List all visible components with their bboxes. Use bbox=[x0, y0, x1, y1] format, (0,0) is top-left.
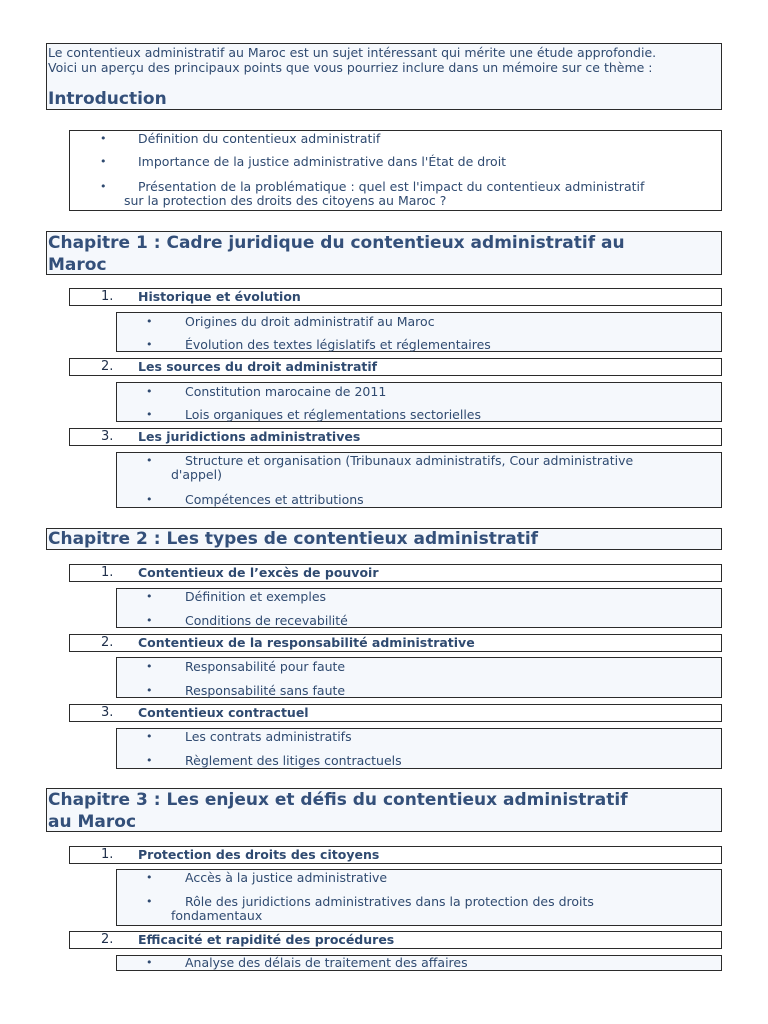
section-heading bbox=[69, 931, 722, 949]
item-text-cont: fondamentaux bbox=[171, 908, 263, 923]
section-title: Contentieux de la responsabilité administrative bbox=[138, 635, 475, 650]
item-text: Définition et exemples bbox=[185, 589, 327, 604]
bullet-icon: • bbox=[146, 730, 153, 743]
item-text: Les contrats administratifs bbox=[185, 729, 352, 744]
section-items bbox=[116, 728, 722, 769]
section-number: 3. bbox=[101, 705, 114, 720]
introduction-bullets bbox=[69, 130, 722, 211]
section-items bbox=[116, 955, 722, 971]
section-number: 2. bbox=[101, 359, 114, 374]
item-text: Lois organiques et réglementations sectorielles bbox=[185, 407, 482, 422]
intro-line-2: Voici un aperçu des principaux points que vous pourriez inclure dans un mémoire sur ce thème : bbox=[48, 60, 653, 75]
bullet-icon: • bbox=[146, 684, 153, 697]
section-number: 1. bbox=[101, 565, 114, 580]
chapter-title bbox=[47, 789, 721, 833]
section-items bbox=[116, 312, 722, 352]
section-number: 1. bbox=[101, 289, 114, 304]
section-title: Contentieux contractuel bbox=[138, 705, 309, 720]
bullet-icon: • bbox=[146, 408, 153, 421]
chapter-1-heading bbox=[46, 231, 722, 275]
item-text: Conditions de recevabilité bbox=[185, 613, 348, 628]
chapter-3-heading bbox=[46, 788, 722, 832]
chapter-title bbox=[47, 232, 721, 276]
bullet-icon: • bbox=[146, 493, 153, 506]
item-text: Responsabilité sans faute bbox=[185, 683, 346, 698]
section-heading bbox=[69, 704, 722, 722]
bullet-icon: • bbox=[146, 315, 153, 328]
intro-paragraph bbox=[47, 44, 721, 75]
section-title: Les sources du droit administratif bbox=[138, 359, 378, 374]
chapter-title-line-2: au Maroc bbox=[48, 812, 137, 832]
section-heading bbox=[69, 358, 722, 376]
section-items bbox=[116, 382, 722, 422]
bullet-icon: • bbox=[146, 454, 153, 467]
bullet-icon: • bbox=[100, 180, 107, 193]
section-items bbox=[116, 452, 722, 508]
chapter-title-line-1: Chapitre 1 : Cadre juridique du contentieux administratif au bbox=[48, 233, 625, 253]
bullet-icon: • bbox=[146, 871, 153, 884]
chapter-title-line-2: Maroc bbox=[48, 255, 107, 275]
introduction-heading: Introduction bbox=[48, 89, 167, 109]
bullet-text-cont: sur la protection des droits des citoyens au Maroc ? bbox=[124, 193, 447, 208]
chapter-2-heading bbox=[46, 528, 722, 550]
bullet-text: Présentation de la problématique : quel est l'impact du contentieux administratif bbox=[138, 179, 645, 194]
bullet-icon: • bbox=[100, 132, 107, 145]
bullet-icon: • bbox=[146, 895, 153, 908]
section-title: Protection des droits des citoyens bbox=[138, 847, 380, 862]
section-number: 2. bbox=[101, 635, 114, 650]
bullet-text: Définition du contentieux administratif bbox=[138, 131, 381, 146]
item-text: Accès à la justice administrative bbox=[185, 870, 388, 885]
section-title: Efficacité et rapidité des procédures bbox=[138, 932, 395, 947]
chapter-title: Chapitre 2 : Les types de contentieux administratif bbox=[48, 529, 539, 549]
section-title: Historique et évolution bbox=[138, 289, 301, 304]
item-text: Compétences et attributions bbox=[185, 492, 364, 507]
item-text: Constitution marocaine de 2011 bbox=[185, 384, 387, 399]
item-text: Règlement des litiges contractuels bbox=[185, 753, 402, 768]
section-items bbox=[116, 869, 722, 926]
chapter-title-line-1: Chapitre 3 : Les enjeux et défis du contentieux administratif bbox=[48, 790, 628, 810]
intro-line-1: Le contentieux administratif au Maroc est un sujet intéressant qui mérite une étude approfondie. bbox=[48, 45, 657, 60]
section-number: 2. bbox=[101, 932, 114, 947]
item-text: Analyse des délais de traitement des affaires bbox=[185, 955, 468, 970]
bullet-icon: • bbox=[146, 385, 153, 398]
section-items bbox=[116, 657, 722, 698]
section-number: 1. bbox=[101, 847, 114, 862]
bullet-icon: • bbox=[146, 754, 153, 767]
bullet-icon: • bbox=[100, 155, 107, 168]
section-heading bbox=[69, 428, 722, 446]
item-text: Responsabilité pour faute bbox=[185, 659, 346, 674]
item-text-cont: d'appel) bbox=[171, 467, 222, 482]
bullet-text: Importance de la justice administrative dans l'État de droit bbox=[138, 154, 507, 169]
section-items bbox=[116, 588, 722, 628]
bullet-icon: • bbox=[146, 614, 153, 627]
item-text: Origines du droit administratif au Maroc bbox=[185, 314, 435, 329]
section-title: Les juridictions administratives bbox=[138, 429, 361, 444]
intro-block bbox=[46, 43, 722, 110]
section-heading bbox=[69, 634, 722, 652]
section-heading bbox=[69, 564, 722, 582]
section-title: Contentieux de l’excès de pouvoir bbox=[138, 565, 379, 580]
section-heading bbox=[69, 846, 722, 864]
bullet-icon: • bbox=[146, 956, 153, 969]
section-heading bbox=[69, 288, 722, 306]
item-text: Structure et organisation (Tribunaux administratifs, Cour administrative bbox=[185, 453, 634, 468]
section-number: 3. bbox=[101, 429, 114, 444]
bullet-icon: • bbox=[146, 590, 153, 603]
item-text: Évolution des textes législatifs et réglementaires bbox=[185, 337, 491, 352]
item-text: Rôle des juridictions administratives dans la protection des droits bbox=[185, 894, 594, 909]
bullet-icon: • bbox=[146, 660, 153, 673]
bullet-icon: • bbox=[146, 338, 153, 351]
